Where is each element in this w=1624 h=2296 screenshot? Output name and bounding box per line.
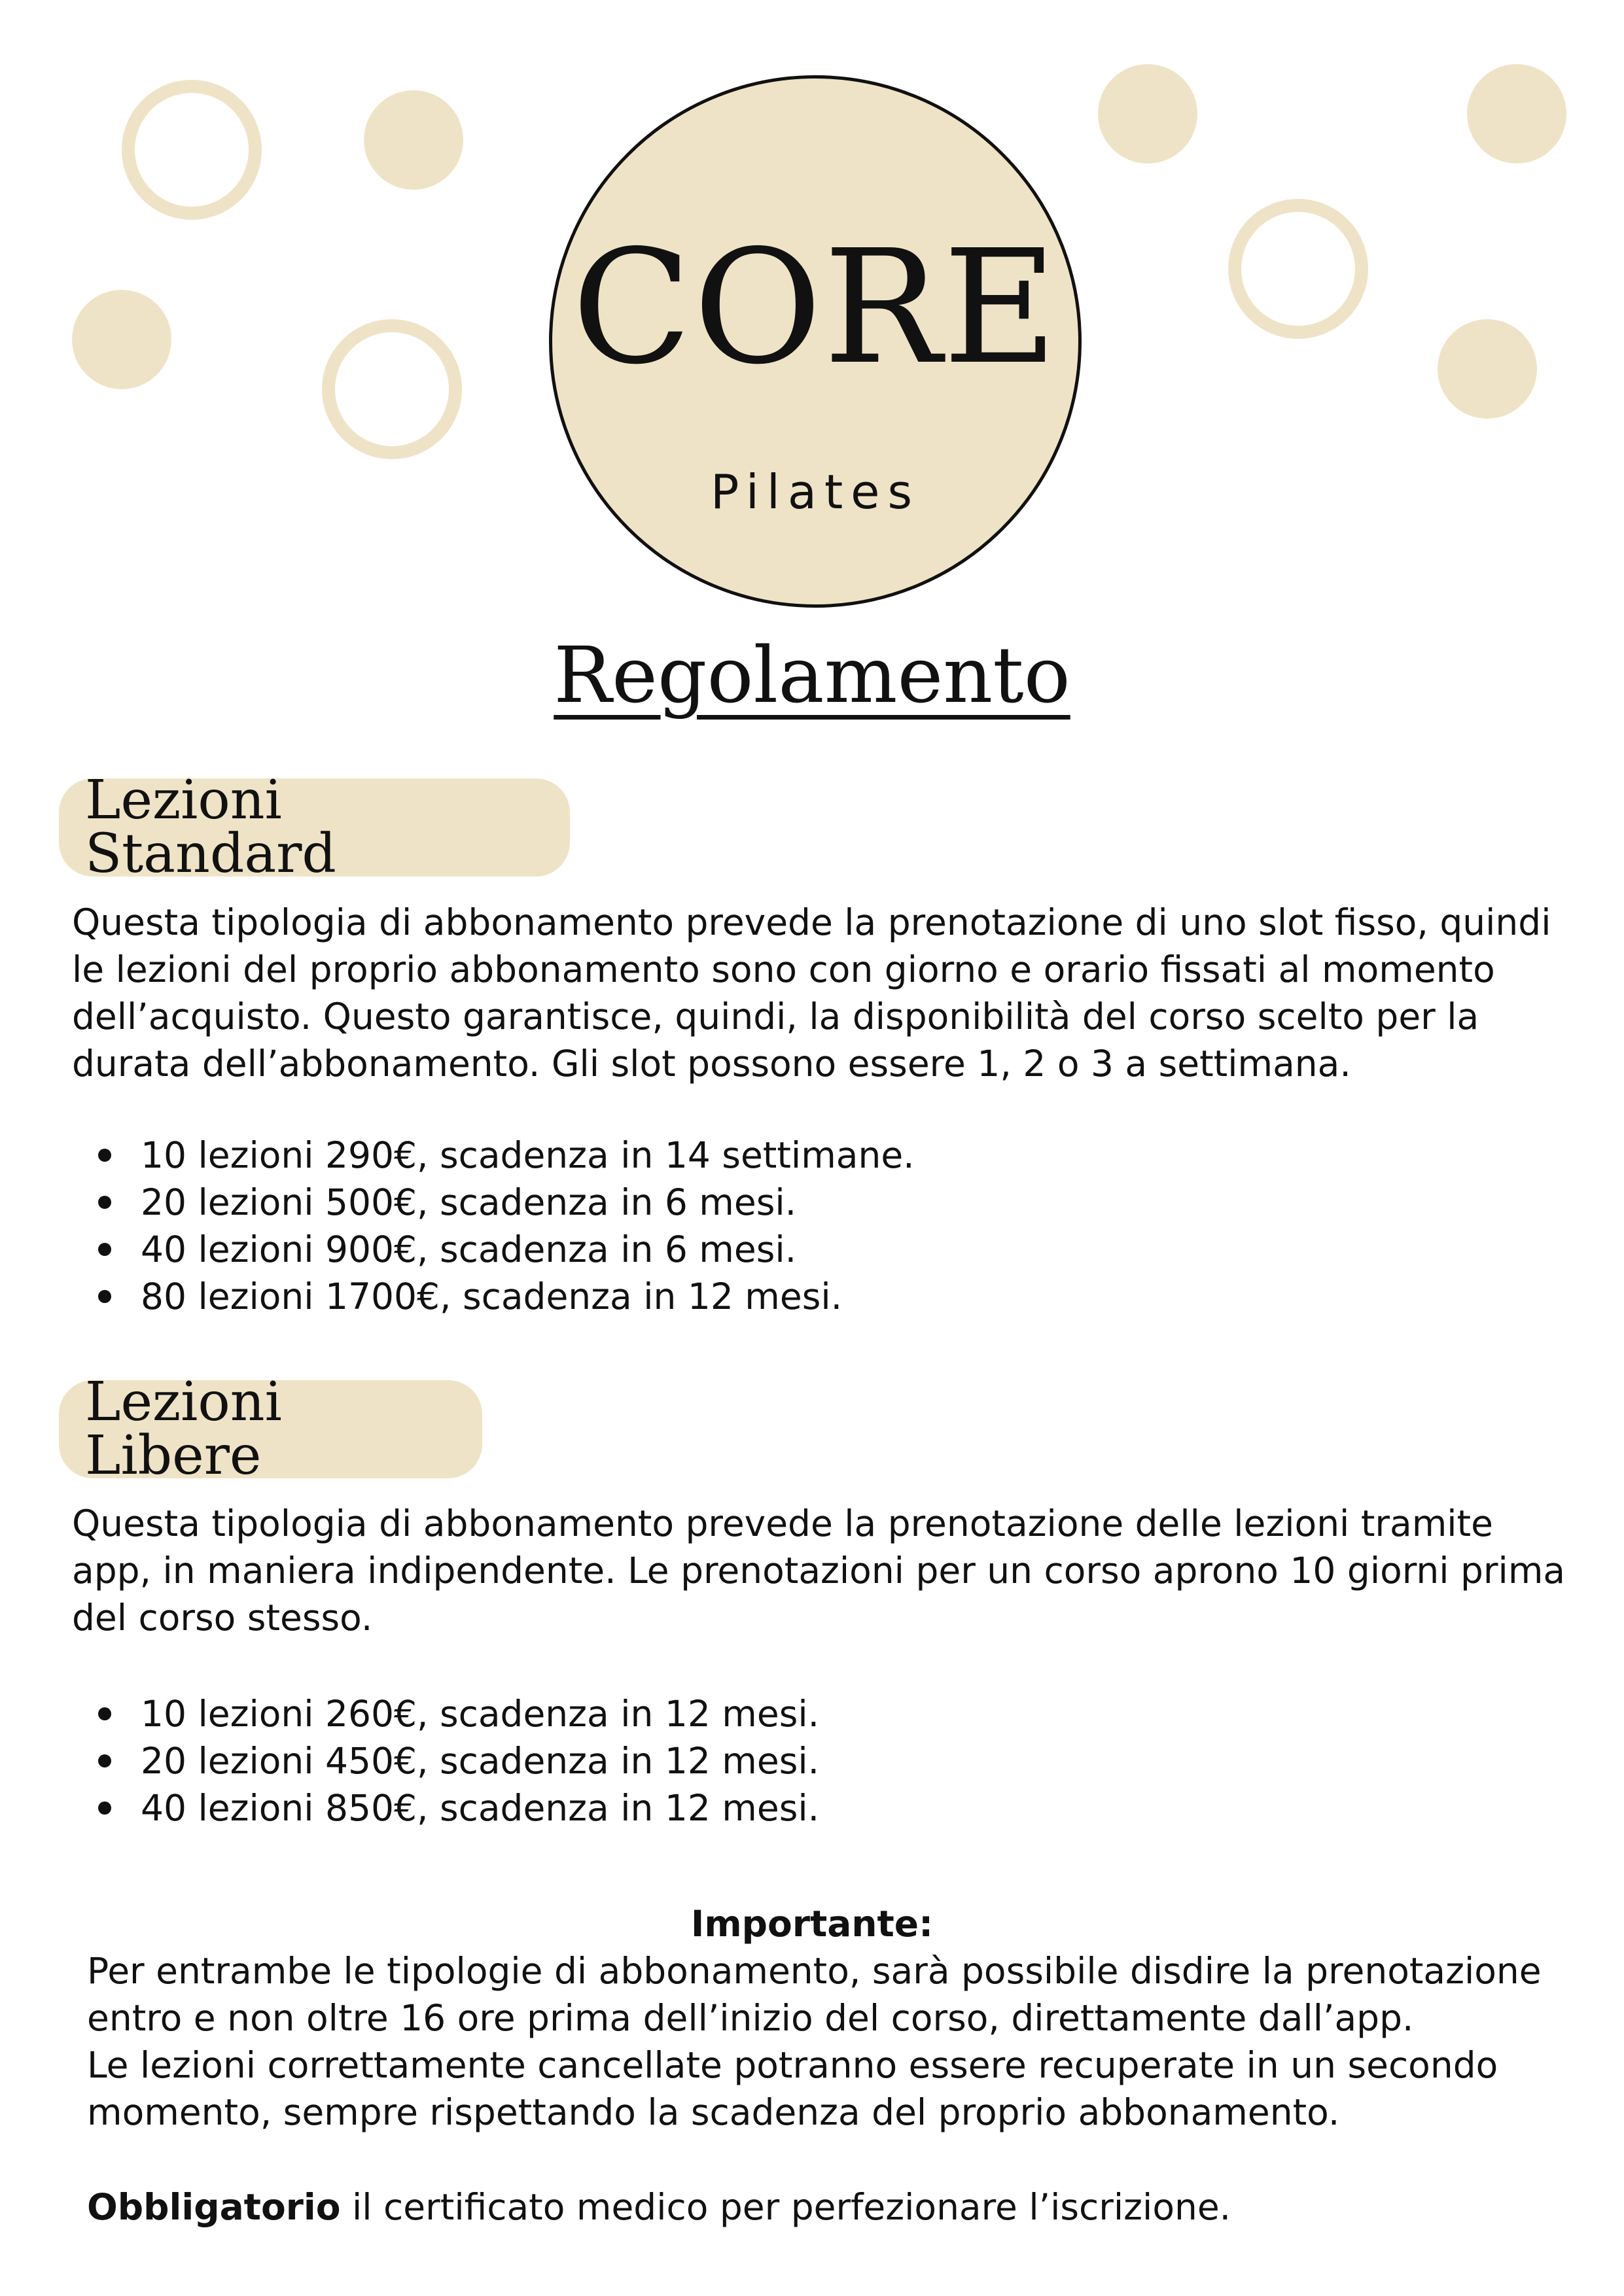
price-list-standard	[72, 1132, 915, 1320]
decorative-dot-circle	[1098, 64, 1197, 164]
logo-subtitle: Pilates	[710, 464, 920, 519]
mandatory-note	[87, 2183, 1231, 2231]
core-pilates-logo	[549, 75, 1082, 608]
list-item: 10 lezioni 290€, scadenza in 14 settimane.	[72, 1132, 915, 1179]
decorative-dot-circle	[72, 290, 171, 389]
page-title	[0, 631, 1624, 720]
paragraph-line: app, in maniera indipendente. Le prenotazioni per un corso aprono 10 giorni prima	[72, 1550, 1566, 1592]
decorative-dot-circle	[1438, 319, 1537, 419]
section-description-standard	[72, 899, 1551, 1087]
section-description-libere	[72, 1500, 1565, 1641]
mandatory-text: il certificato medico per perfezionare l’iscrizione.	[340, 2186, 1231, 2228]
decorative-dot-circle	[1467, 64, 1566, 164]
decorative-ring-circle	[322, 319, 462, 459]
list-item: 20 lezioni 500€, scadenza in 6 mesi.	[72, 1179, 915, 1226]
price-list-libere	[72, 1690, 819, 1832]
logo-title: CORE	[571, 216, 1059, 399]
section-heading-libere: Lezioni Libere	[59, 1380, 482, 1478]
important-line: Per entrambe le tipologie di abbonamento, sarà possibile disdire la prenotazione	[87, 1950, 1542, 1992]
paragraph-line: le lezioni del proprio abbonamento sono con giorno e orario fissati al momento	[72, 948, 1495, 990]
decorative-ring-circle	[122, 80, 262, 220]
list-item: 40 lezioni 900€, scadenza in 6 mesi.	[72, 1226, 915, 1273]
paragraph-line: Questa tipologia di abbonamento prevede la prenotazione di uno slot fisso, quindi	[72, 901, 1551, 943]
paragraph-line: dell’acquisto. Questo garantisce, quindi, la disponibilità del corso scelto per la	[72, 996, 1479, 1037]
decorative-ring-circle	[1228, 199, 1368, 339]
paragraph-line: Questa tipologia di abbonamento prevede la prenotazione delle lezioni tramite	[72, 1503, 1493, 1544]
section-heading-standard: Lezioni Standard	[59, 778, 570, 877]
list-item: 10 lezioni 260€, scadenza in 12 mesi.	[72, 1690, 819, 1737]
important-line: momento, sempre rispettando la scadenza del proprio abbonamento.	[87, 2091, 1340, 2133]
important-text	[87, 1947, 1542, 2136]
page-title-text: Regolamento	[554, 630, 1070, 720]
important-title: Importante:	[690, 1903, 934, 1945]
paragraph-line: del corso stesso.	[72, 1597, 373, 1639]
important-line: Le lezioni correttamente cancellate potranno essere recuperate in un secondo	[87, 2044, 1498, 2086]
decorative-dot-circle	[364, 90, 463, 190]
list-item: 40 lezioni 850€, scadenza in 12 mesi.	[72, 1784, 819, 1832]
list-item: 20 lezioni 450€, scadenza in 12 mesi.	[72, 1737, 819, 1784]
mandatory-label: Obbligatorio	[87, 2186, 341, 2228]
list-item: 80 lezioni 1700€, scadenza in 12 mesi.	[72, 1273, 915, 1320]
important-line: entro e non oltre 16 ore prima dell’inizio del corso, direttamente dall’app.	[87, 1997, 1414, 2039]
paragraph-line: durata dell’abbonamento. Gli slot possono essere 1, 2 o 3 a settimana.	[72, 1043, 1351, 1085]
